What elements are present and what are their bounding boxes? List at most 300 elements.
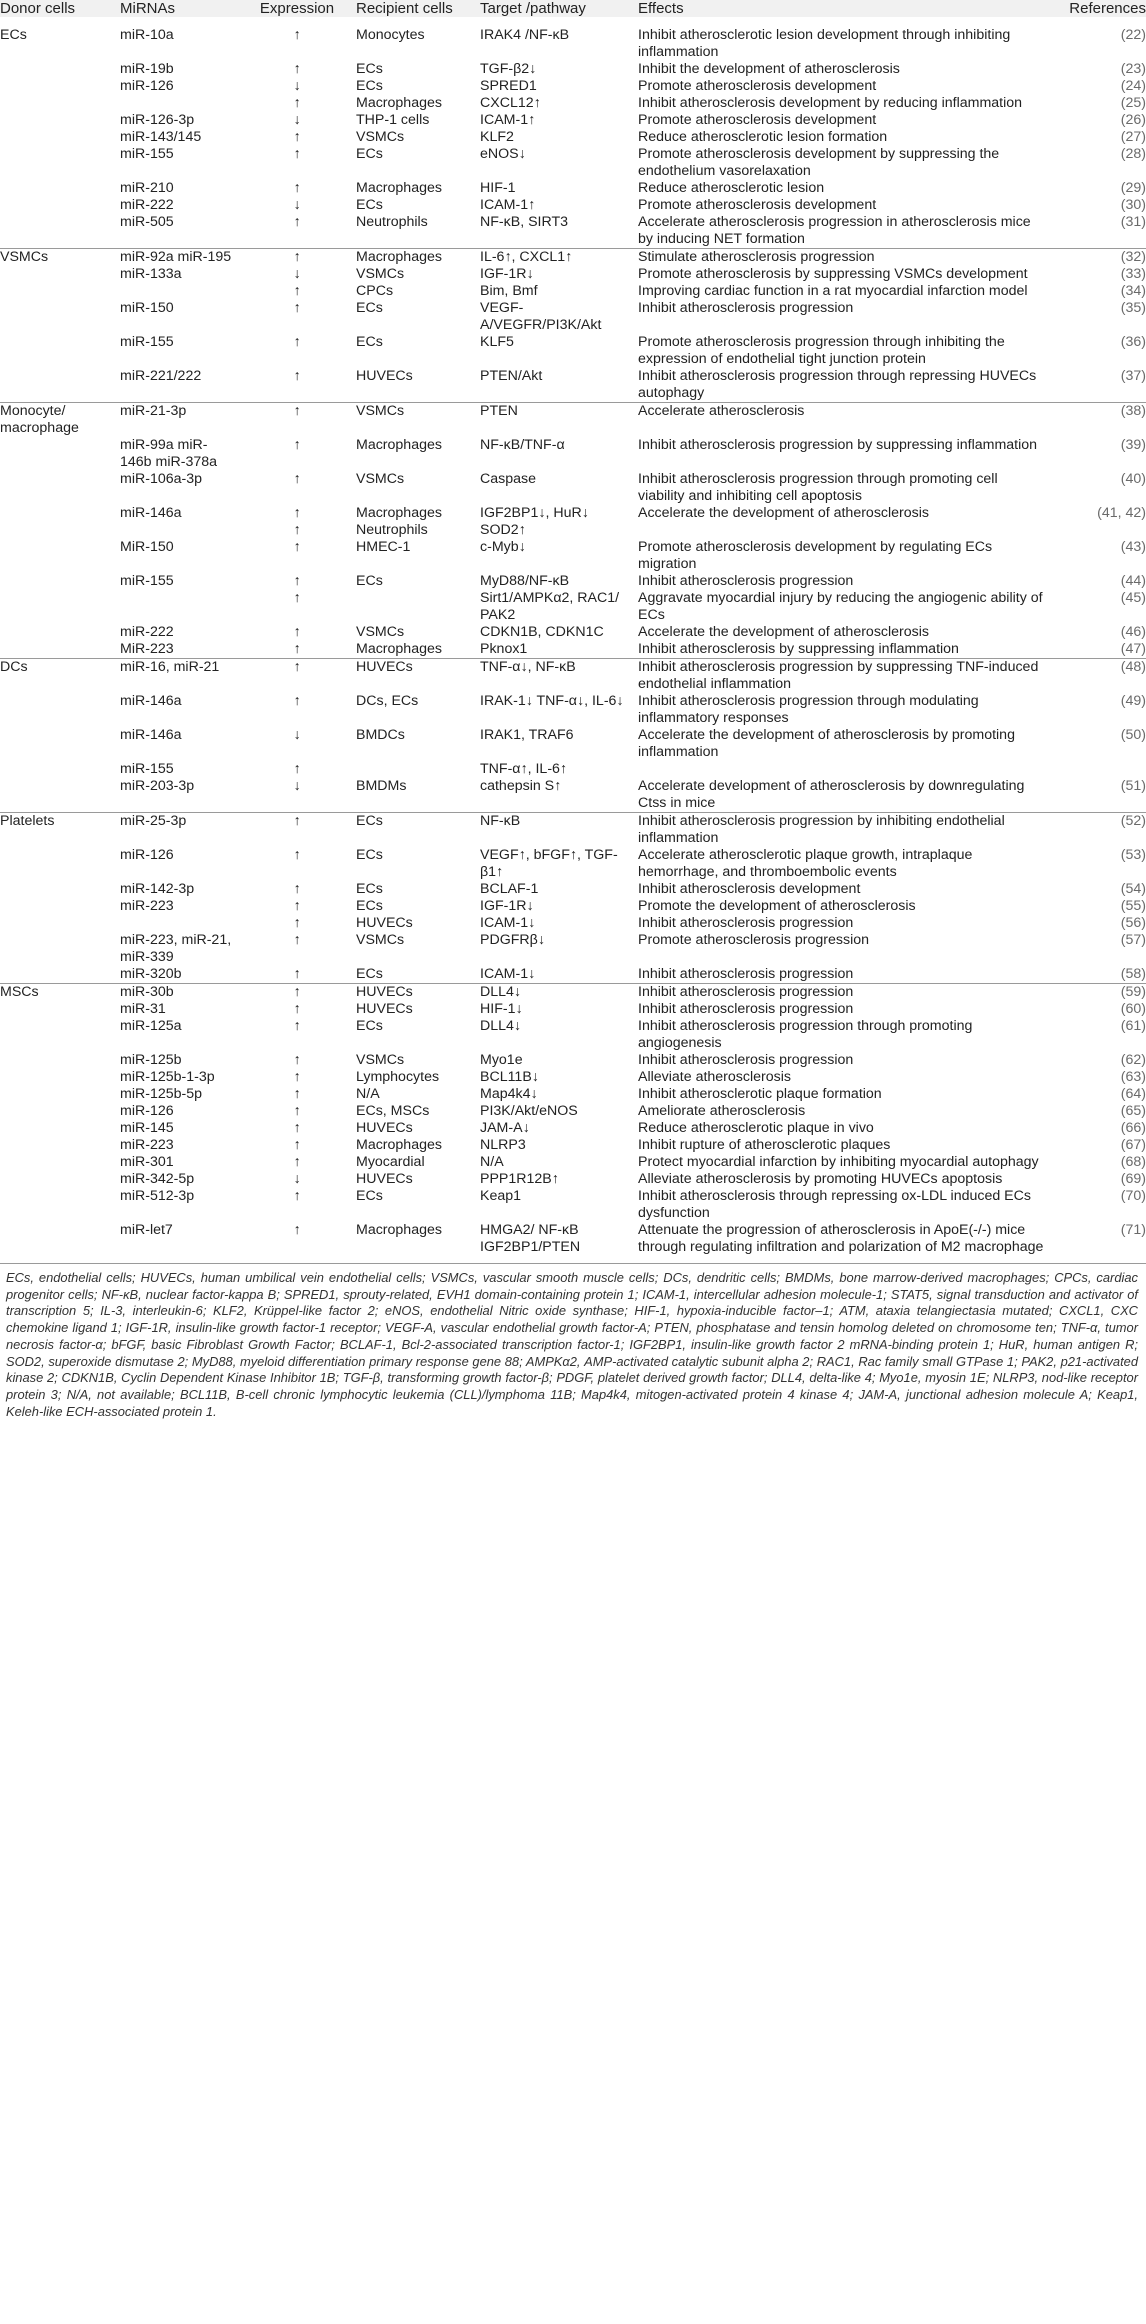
donor-cell bbox=[0, 437, 120, 471]
reference: (40) bbox=[1120, 471, 1146, 487]
mirna-name: miR-125b bbox=[120, 1052, 182, 1068]
target-pathway: HMGA2/ NF-κB IGF2BP1/PTEN bbox=[480, 1222, 581, 1255]
target-pathway: Pknox1 bbox=[480, 641, 528, 657]
mirna-name: miR-19b bbox=[120, 61, 174, 77]
target-pathway: KLF5 bbox=[480, 334, 514, 350]
mirna-name: miR-146a bbox=[120, 505, 182, 521]
reference: (56) bbox=[1120, 915, 1146, 931]
mirna-name bbox=[120, 590, 238, 624]
mirna-name: miR-505 bbox=[120, 214, 174, 230]
donor-cell bbox=[0, 368, 120, 403]
effect-text: Inhibit atherosclerosis progression through promoting cell viability and inhibiting cell apoptosis bbox=[638, 471, 998, 504]
donor-cell bbox=[0, 1018, 120, 1052]
effect-text: Accelerate the development of atherosclerosis by promoting inflammation bbox=[638, 727, 1015, 760]
reference: (27) bbox=[1120, 129, 1146, 145]
recipient-cell: VSMCs bbox=[356, 1052, 405, 1068]
expression-arrow: ↑ bbox=[293, 214, 301, 230]
recipient-cell: N/A bbox=[356, 1086, 380, 1102]
reference: (70) bbox=[1120, 1188, 1146, 1204]
effect-text: Inhibit the development of atherosclerosis bbox=[638, 61, 900, 77]
expression-arrow: ↑ bbox=[293, 471, 301, 487]
expression-arrow: ↑ bbox=[293, 1137, 301, 1153]
header-donor-cells: Donor cells bbox=[0, 0, 76, 17]
table-row bbox=[0, 197, 1146, 214]
target-pathway: Map4k4↓ bbox=[480, 1086, 538, 1102]
expression-arrow: ↑ bbox=[238, 813, 356, 848]
mirna-name: miR-126-3p bbox=[120, 112, 195, 128]
expression-arrow: ↓ bbox=[293, 78, 301, 94]
donor-cell bbox=[0, 1188, 120, 1222]
expression-arrow: ↑ bbox=[238, 249, 356, 267]
recipient-cell: BMDCs bbox=[356, 727, 405, 743]
target-pathway: IRAK-1↓ TNF-α↓, IL-6↓ bbox=[480, 693, 624, 709]
header-references: References bbox=[1069, 0, 1146, 17]
mirna-name: miR-125a bbox=[120, 1018, 182, 1034]
expression-arrow: ↑ bbox=[293, 180, 301, 196]
recipient-cell: HMEC-1 bbox=[356, 539, 411, 555]
expression-arrow: ↑ bbox=[293, 966, 301, 982]
reference: (45) bbox=[1120, 590, 1146, 606]
mirna-name: miR-142-3p bbox=[120, 881, 195, 897]
recipient-cell: Myocardial bbox=[356, 1154, 425, 1170]
table-row bbox=[0, 334, 1146, 368]
table-row bbox=[0, 847, 1146, 881]
effect-text: Inhibit rupture of atherosclerotic plaques bbox=[638, 1137, 891, 1153]
recipient-cell: HUVECs bbox=[356, 915, 413, 931]
reference: (54) bbox=[1120, 881, 1146, 897]
donor-cell bbox=[0, 932, 120, 966]
reference: (38) bbox=[1044, 403, 1146, 438]
expression-arrow: ↑ bbox=[293, 915, 301, 931]
donor-cell bbox=[0, 78, 120, 95]
expression-arrow: ↑ bbox=[293, 539, 301, 555]
target-pathway: Caspase bbox=[480, 471, 536, 487]
table-row bbox=[0, 249, 1146, 267]
mirna-name bbox=[120, 522, 238, 539]
donor-cell bbox=[0, 146, 120, 180]
reference: (48) bbox=[1044, 659, 1146, 694]
table-row bbox=[0, 368, 1146, 403]
donor-cell bbox=[0, 573, 120, 590]
target-pathway: CDKN1B, CDKN1C bbox=[480, 624, 604, 640]
effect-text: Inhibit atherosclerosis through repressing ox-LDL induced ECs dysfunction bbox=[638, 1188, 1031, 1221]
reference: (23) bbox=[1120, 61, 1146, 77]
effect-text: Promote atherosclerosis development bbox=[638, 197, 877, 213]
donor-cell bbox=[0, 590, 120, 624]
reference: (60) bbox=[1120, 1001, 1146, 1017]
reference: (55) bbox=[1120, 898, 1146, 914]
header-expression: Expression bbox=[259, 0, 335, 17]
target-pathway: IGF2BP1↓, HuR↓ bbox=[480, 505, 589, 521]
expression-arrow: ↑ bbox=[293, 1052, 301, 1068]
table-row bbox=[0, 112, 1146, 129]
reference: (69) bbox=[1120, 1171, 1146, 1187]
mirna-name: miR-512-3p bbox=[120, 1188, 195, 1204]
mirna-name: miR-223 bbox=[120, 898, 174, 914]
mirna-name: MiR-223 bbox=[120, 641, 174, 657]
table-row bbox=[0, 17, 1146, 61]
reference: (59) bbox=[1044, 984, 1146, 1002]
mirna-name: miR-223 bbox=[120, 1137, 174, 1153]
table-row bbox=[0, 95, 1146, 112]
expression-arrow: ↑ bbox=[293, 61, 301, 77]
mirna-name: miR-let7 bbox=[120, 1222, 173, 1238]
expression-arrow: ↑ bbox=[293, 283, 301, 299]
mirna-name: miR-31 bbox=[120, 1001, 166, 1017]
expression-arrow: ↑ bbox=[293, 522, 301, 538]
table-row bbox=[0, 214, 1146, 249]
target-pathway: ICAM-1↑ bbox=[480, 197, 536, 213]
target-pathway: eNOS↓ bbox=[480, 146, 526, 162]
effect-text: Inhibit atherosclerosis progression by suppressing inflammation bbox=[638, 437, 1038, 453]
donor-cell: MSCs bbox=[0, 984, 120, 1002]
effect-text: Promote atherosclerosis development by suppressing the endothelium vasorelaxation bbox=[638, 146, 1000, 179]
table-row bbox=[0, 1171, 1146, 1188]
target-pathway: VEGF↑, bFGF↑, TGF-β1↑ bbox=[480, 847, 618, 880]
reference: (39) bbox=[1120, 437, 1146, 453]
donor-cell bbox=[0, 214, 120, 249]
donor-cell bbox=[0, 95, 120, 112]
table-row bbox=[0, 61, 1146, 78]
mirna-name: miR-126 bbox=[120, 78, 174, 94]
reference bbox=[1044, 761, 1146, 778]
reference: (29) bbox=[1120, 180, 1146, 196]
effect-text bbox=[638, 522, 1044, 539]
reference: (64) bbox=[1120, 1086, 1146, 1102]
expression-arrow: ↑ bbox=[293, 300, 301, 316]
recipient-cell: Neutrophils bbox=[356, 214, 428, 230]
table-row bbox=[0, 573, 1146, 590]
donor-cell bbox=[0, 898, 120, 915]
recipient-cell: Monocytes bbox=[356, 27, 425, 43]
target-pathway: c-Myb↓ bbox=[480, 539, 526, 555]
donor-cell bbox=[0, 761, 120, 778]
expression-arrow: ↑ bbox=[293, 761, 301, 777]
target-pathway: PTEN/Akt bbox=[480, 368, 543, 384]
mirna-name: miR-16, miR-21 bbox=[120, 659, 238, 694]
target-pathway: JAM-A↓ bbox=[480, 1120, 530, 1136]
recipient-cell: Macrophages bbox=[356, 437, 442, 453]
header-target-pathway: Target /pathway bbox=[480, 0, 586, 17]
effect-text: Ameliorate atherosclerosis bbox=[638, 1103, 806, 1119]
table-row bbox=[0, 471, 1146, 505]
effect-text: Accelerate atherosclerosis bbox=[638, 403, 1044, 438]
recipient-cell bbox=[356, 590, 480, 624]
reference: (68) bbox=[1120, 1154, 1146, 1170]
recipient-cell: HUVECs bbox=[356, 1171, 413, 1187]
expression-arrow: ↑ bbox=[293, 590, 301, 606]
target-pathway: DLL4↓ bbox=[480, 1018, 522, 1034]
expression-arrow: ↑ bbox=[293, 1001, 301, 1017]
expression-arrow: ↑ bbox=[293, 1188, 301, 1204]
recipient-cell: DCs, ECs bbox=[356, 693, 419, 709]
reference: (49) bbox=[1120, 693, 1146, 709]
mirna-name bbox=[120, 915, 238, 932]
table-row bbox=[0, 129, 1146, 146]
table-row bbox=[0, 915, 1146, 932]
donor-cell bbox=[0, 966, 120, 984]
recipient-cell: ECs, MSCs bbox=[356, 1103, 430, 1119]
recipient-cell: THP-1 cells bbox=[356, 112, 430, 128]
target-pathway: IL-6↑, CXCL1↑ bbox=[480, 249, 638, 267]
recipient-cell: ECs bbox=[356, 573, 383, 589]
reference: (33) bbox=[1120, 266, 1146, 282]
table-row bbox=[0, 1154, 1146, 1171]
mirna-name: miR-155 bbox=[120, 146, 174, 162]
table-row bbox=[0, 1222, 1146, 1256]
table-row bbox=[0, 266, 1146, 283]
mirna-name bbox=[120, 283, 238, 300]
target-pathway: ICAM-1↓ bbox=[480, 966, 536, 982]
effect-text: Accelerate development of atherosclerosis by downregulating Ctss in mice bbox=[638, 778, 1025, 811]
expression-arrow: ↑ bbox=[293, 1222, 301, 1238]
donor-cell bbox=[0, 300, 120, 334]
mirna-name: miR-10a bbox=[120, 27, 174, 43]
target-pathway: VEGF-A/VEGFR/PI3K/Akt bbox=[480, 300, 602, 333]
effect-text: Protect myocardial infarction by inhibiting myocardial autophagy bbox=[638, 1154, 1039, 1170]
expression-arrow: ↓ bbox=[293, 1171, 301, 1187]
donor-cell bbox=[0, 1171, 120, 1188]
recipient-cell: CPCs bbox=[356, 283, 394, 299]
expression-arrow: ↑ bbox=[293, 437, 301, 453]
recipient-cell: HUVECs bbox=[356, 368, 413, 384]
recipient-cell: ECs bbox=[356, 1188, 383, 1204]
donor-cell bbox=[0, 61, 120, 78]
mirna-name: miR-222 bbox=[120, 624, 174, 640]
table-row bbox=[0, 180, 1146, 197]
effect-text: Inhibit atherosclerosis progression bbox=[638, 1001, 854, 1017]
reference: (53) bbox=[1120, 847, 1146, 863]
reference: (37) bbox=[1120, 368, 1146, 384]
target-pathway: TNF-α↑, IL-6↑ bbox=[480, 761, 568, 777]
target-pathway: IRAK1, TRAF6 bbox=[480, 727, 574, 743]
table-row bbox=[0, 78, 1146, 95]
mirna-name: miR-301 bbox=[120, 1154, 174, 1170]
effect-text: Alleviate atherosclerosis bbox=[638, 1069, 791, 1085]
target-pathway: BCLAF-1 bbox=[480, 881, 539, 897]
table-row bbox=[0, 403, 1146, 438]
expression-arrow: ↑ bbox=[293, 898, 301, 914]
target-pathway: KLF2 bbox=[480, 129, 514, 145]
effect-text: Promote atherosclerosis progression bbox=[638, 932, 870, 948]
recipient-cell: ECs bbox=[356, 334, 383, 350]
donor-cell bbox=[0, 1154, 120, 1171]
mirna-name: miR-342-5p bbox=[120, 1171, 195, 1187]
donor-cell bbox=[0, 1222, 120, 1256]
donor-cell bbox=[0, 180, 120, 197]
expression-arrow: ↓ bbox=[293, 266, 301, 282]
mirna-name: miR-146a bbox=[120, 727, 182, 743]
expression-arrow: ↑ bbox=[293, 1103, 301, 1119]
reference: (25) bbox=[1120, 95, 1146, 111]
target-pathway: MyD88/NF-κB bbox=[480, 573, 570, 589]
reference: (57) bbox=[1120, 932, 1146, 948]
reference: (28) bbox=[1120, 146, 1146, 162]
reference: (26) bbox=[1120, 112, 1146, 128]
table-row bbox=[0, 522, 1146, 539]
target-pathway: PTEN bbox=[480, 403, 638, 438]
donor-cell bbox=[0, 471, 120, 505]
reference: (43) bbox=[1120, 539, 1146, 555]
table-row bbox=[0, 1188, 1146, 1222]
donor-cell bbox=[0, 727, 120, 761]
recipient-cell: ECs bbox=[356, 881, 383, 897]
expression-arrow: ↑ bbox=[238, 403, 356, 438]
expression-arrow: ↑ bbox=[293, 368, 301, 384]
effect-text: Promote atherosclerosis development bbox=[638, 78, 877, 94]
header-recipient-cells: Recipient cells bbox=[356, 0, 453, 17]
recipient-cell: VSMCs bbox=[356, 403, 480, 438]
reference: (41, 42) bbox=[1097, 505, 1146, 521]
recipient-cell: ECs bbox=[356, 61, 383, 77]
effect-text: Inhibit atherosclerosis progression bbox=[638, 1052, 854, 1068]
recipient-cell: ECs bbox=[356, 197, 383, 213]
target-pathway: Bim, Bmf bbox=[480, 283, 538, 299]
effect-text: Inhibit atherosclerosis progression by suppressing TNF-induced endothelial inflammation bbox=[638, 659, 1044, 694]
donor-cell bbox=[0, 1069, 120, 1086]
mirna-name: miR-126 bbox=[120, 1103, 174, 1119]
donor-cell bbox=[0, 266, 120, 283]
table-row bbox=[0, 727, 1146, 761]
mirna-name: miR-155 bbox=[120, 761, 174, 777]
table-row bbox=[0, 984, 1146, 1002]
donor-cell bbox=[0, 1052, 120, 1069]
effect-text: Inhibit atherosclerosis progression bbox=[638, 915, 854, 931]
donor-cell bbox=[0, 197, 120, 214]
reference: (34) bbox=[1120, 283, 1146, 299]
table-row bbox=[0, 761, 1146, 778]
target-pathway: ICAM-1↑ bbox=[480, 112, 536, 128]
recipient-cell: VSMCs bbox=[356, 932, 405, 948]
recipient-cell: Macrophages bbox=[356, 249, 480, 267]
donor-cell bbox=[0, 1137, 120, 1154]
mirna-name: miR-146a bbox=[120, 693, 182, 709]
mirna-name: miR-223, miR-21, miR-339 bbox=[120, 932, 232, 965]
donor-cell bbox=[0, 693, 120, 727]
table-row bbox=[0, 1018, 1146, 1052]
target-pathway: NLRP3 bbox=[480, 1137, 526, 1153]
recipient-cell: HUVECs bbox=[356, 984, 480, 1002]
recipient-cell: Neutrophils bbox=[356, 522, 428, 538]
table-row bbox=[0, 778, 1146, 813]
expression-arrow: ↓ bbox=[293, 197, 301, 213]
reference: (22) bbox=[1120, 27, 1146, 43]
mirna-name: miR-92a miR-195 bbox=[120, 249, 238, 267]
effect-text: Inhibit atherosclerosis progression through modulating inflammatory responses bbox=[638, 693, 979, 726]
reference: (51) bbox=[1120, 778, 1146, 794]
table-row bbox=[0, 1001, 1146, 1018]
effect-text: Inhibit atherosclerosis by suppressing inflammation bbox=[638, 641, 959, 657]
table-row bbox=[0, 1120, 1146, 1137]
donor-cell bbox=[0, 1120, 120, 1137]
effect-text bbox=[638, 761, 1044, 778]
table-row bbox=[0, 659, 1146, 694]
reference: (46) bbox=[1120, 624, 1146, 640]
effect-text: Inhibit atherosclerotic lesion development through inhibiting inflammation bbox=[638, 27, 1011, 60]
target-pathway: Keap1 bbox=[480, 1188, 522, 1204]
table-row bbox=[0, 300, 1146, 334]
table-row bbox=[0, 1137, 1146, 1154]
mirna-name: miR-222 bbox=[120, 197, 174, 213]
table-row bbox=[0, 590, 1146, 624]
target-pathway: SOD2↑ bbox=[480, 522, 526, 538]
expression-arrow: ↑ bbox=[238, 659, 356, 694]
target-pathway: BCL11B↓ bbox=[480, 1069, 539, 1085]
donor-cell bbox=[0, 129, 120, 146]
table-row bbox=[0, 641, 1146, 659]
mirna-name: miR-99a miR-146b miR-378a bbox=[120, 437, 218, 470]
header-mirnas: MiRNAs bbox=[120, 0, 175, 17]
effect-text: Promote atherosclerosis progression through inhibiting the expression of endothelial tight junction protein bbox=[638, 334, 1005, 367]
reference: (58) bbox=[1120, 966, 1146, 982]
effect-text: Accelerate the development of atherosclerosis bbox=[638, 624, 930, 640]
donor-cell bbox=[0, 112, 120, 129]
donor-cell bbox=[0, 539, 120, 573]
recipient-cell: ECs bbox=[356, 146, 383, 162]
reference: (61) bbox=[1120, 1018, 1146, 1034]
expression-arrow: ↑ bbox=[293, 1120, 301, 1136]
effect-text: Stimulate atherosclerosis progression bbox=[638, 249, 1044, 267]
recipient-cell: ECs bbox=[356, 847, 383, 863]
header-effects: Effects bbox=[638, 0, 684, 17]
reference: (50) bbox=[1120, 727, 1146, 743]
reference: (62) bbox=[1120, 1052, 1146, 1068]
donor-cell bbox=[0, 915, 120, 932]
table-row bbox=[0, 693, 1146, 727]
effect-text: Inhibit atherosclerosis progression bbox=[638, 573, 854, 589]
reference: (71) bbox=[1120, 1222, 1146, 1238]
target-pathway: Sirt1/AMPKα2, RAC1/ PAK2 bbox=[480, 590, 620, 623]
recipient-cell: Macrophages bbox=[356, 1137, 442, 1153]
target-pathway: NF-κB bbox=[480, 813, 638, 848]
recipient-cell: ECs bbox=[356, 813, 480, 848]
effect-text: Inhibit atherosclerosis progression through repressing HUVECs autophagy bbox=[638, 368, 1037, 401]
effect-text: Alleviate atherosclerosis by promoting HUVECs apoptosis bbox=[638, 1171, 1003, 1187]
donor-cell bbox=[0, 641, 120, 659]
expression-arrow: ↑ bbox=[293, 693, 301, 709]
donor-cell bbox=[0, 881, 120, 898]
mirna-name: miR-133a bbox=[120, 266, 182, 282]
expression-arrow: ↑ bbox=[293, 932, 301, 948]
expression-arrow: ↓ bbox=[293, 112, 301, 128]
effect-text: Reduce atherosclerotic lesion bbox=[638, 180, 825, 196]
expression-arrow: ↑ bbox=[293, 27, 301, 43]
table-row bbox=[0, 283, 1146, 300]
effect-text: Inhibit atherosclerosis development by reducing inflammation bbox=[638, 95, 1023, 111]
recipient-cell: VSMCs bbox=[356, 471, 405, 487]
reference: (63) bbox=[1120, 1069, 1146, 1085]
mirna-name: miR-203-3p bbox=[120, 778, 195, 794]
table-header-row bbox=[0, 0, 1146, 17]
target-pathway: HIF-1↓ bbox=[480, 1001, 523, 1017]
recipient-cell: Macrophages bbox=[356, 180, 442, 196]
target-pathway: ICAM-1↓ bbox=[480, 915, 536, 931]
recipient-cell: ECs bbox=[356, 898, 383, 914]
expression-arrow: ↑ bbox=[293, 881, 301, 897]
donor-cell: Monocyte/ macrophage bbox=[0, 403, 120, 438]
donor-cell bbox=[0, 778, 120, 813]
target-pathway: NF-κB/TNF-α bbox=[480, 437, 565, 453]
reference: (52) bbox=[1044, 813, 1146, 848]
reference: (24) bbox=[1120, 78, 1146, 94]
donor-cell bbox=[0, 1086, 120, 1103]
donor-cell bbox=[0, 283, 120, 300]
table-row bbox=[0, 1052, 1146, 1069]
target-pathway: cathepsin S↑ bbox=[480, 778, 562, 794]
mirna-name: miR-145 bbox=[120, 1120, 174, 1136]
expression-arrow: ↑ bbox=[293, 1086, 301, 1102]
reference: (30) bbox=[1120, 197, 1146, 213]
